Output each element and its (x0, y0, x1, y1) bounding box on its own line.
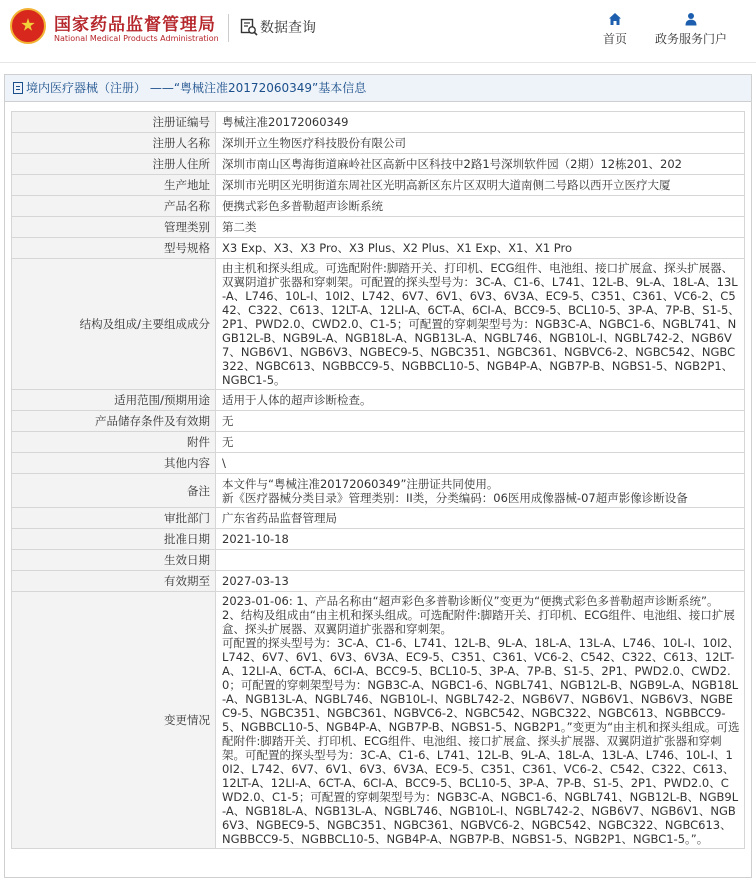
field-value: 便携式彩色多普勒超声诊断系统 (216, 196, 745, 217)
panel-title (5, 75, 751, 102)
nav-home-label: 首页 (603, 32, 628, 46)
field-value: 2023-01-06: 1、产品名称由“超声彩色多普勒诊断仪”变更为“便携式彩色多普勒超声诊断系统”。 2、结构及组成由“由主机和探头组成。可选配附件:脚踏开关、打印机、ECG组件、电池组、接口扩展盒、探头扩展器、双翼阴道扩张器和穿刺架。 可配置的探头型号为：3C-A、C1-6、L741、12L-B、9L-A、18L-A、13L-A、L746、10L-I、10I2、L742、6V7、6V1、6V3、6V3A、EC9-5、C351、C361、VC6-2、C542、C322、C613、12LT-A、12LI-A、6CT-A、6CI-A、BCC9-5、BCL10-5、3P-A、7P-B、S1-5、2P1、PWD2.0、CWD2.0；可配置的穿刺架型号为：NGB3C-A、NGBC1-6、NGBL741、NGB12L-B、NGB9L-A、NGB18L-A、NGB13L-A、NGBL746、NGB10L-I、NGBL742-2、NGB6V7、NGB6V1、NGB6V3、NGBEC9-5、NGBC351、NGBC361、NGBVC6-2、NGBC542、NGBC322、NGBC613、NGBBCC9-5、NGBBCL10-5、NGB4P-A、NGB7P-B、NGBS1-5、NGB2P1。”变更为“由主机和探头组成。可选配附件:脚踏开关、打印机、ECG组件、电池组、接口扩展盒、探头扩展器、双翼阴道扩张器和穿刺架。可配置的探头型号为：3C-A、C1-6、L741、12L-B、9L-A、18L-A、13L-A、L746、10L-I、10I2、L742、6V7、6V1、6V3、6V3A、EC9-5、C351、C361、VC6-2、C542、C322、C613、12LT-A、12LI-A、6CT-A、6CI-A、BCC9-5、BCL10-5、3P-A、7P-B、S1-5、2P1、PWD2.0、CWD2.0、C1-5；可配置的穿刺架型号为：NGB3C-A、NGBC1-6、NGBL741、NGB12L-B、NGB9L-A、NGB18L-A、NGB13L-A、NGBL746、NGB10L-I、NGBL742-2、NGB6V7、NGB6V1、NGB6V3、NGBEC9-5、NGBC351、NGBC361、NGBVC6-2、NGBC542、NGBC322、NGBC613、NGBBCC9-5、NGBBCL10-5、NGB4P-A、NGB7P-B、NGBS1-5、NGB2P1、NGBC1-5。”。 (216, 592, 745, 849)
nav-home[interactable] (603, 12, 627, 47)
field-value: 深圳市光明区光明街道东周社区光明高新区东片区双明大道南侧二号路以西开立医疗大厦 (216, 175, 745, 196)
field-value: 广东省药品监督管理局 (216, 508, 745, 529)
field-value (216, 550, 745, 571)
table-row (12, 432, 745, 453)
table-row (12, 592, 745, 849)
table-row (12, 133, 745, 154)
header-divider (228, 14, 229, 42)
field-label: 批准日期 (12, 529, 216, 550)
field-value: 深圳开立生物医疗科技股份有限公司 (216, 133, 745, 154)
field-value: 粤械注准20172060349 (216, 112, 745, 133)
nmpa-emblem-icon[interactable] (10, 8, 46, 44)
data-search-icon[interactable] (240, 18, 258, 36)
field-label: 变更情况 (12, 592, 216, 849)
field-label: 管理类别 (12, 217, 216, 238)
table-row (12, 411, 745, 432)
table-row (12, 175, 745, 196)
field-value: 第二类 (216, 217, 745, 238)
field-value: \ (216, 453, 745, 474)
field-label: 生产地址 (12, 175, 216, 196)
field-value: 由主机和探头组成。可选配附件:脚踏开关、打印机、ECG组件、电池组、接口扩展盒、探头扩展器、双翼阴道扩张器和穿刺架。可配置的探头型号为：3C-A、C1-6、L741、12L-B、9L-A、18L-A、13L-A、L746、10L-I、10I2、L742、6V7、6V1、6V3、6V3A、EC9-5、C351、C361、VC6-2、C542、C322、C613、12LT-A、12LI-A、6CT-A、6CI-A、BCC9-5、BCL10-5、3P-A、7P-B、S1-5、2P1、PWD2.0、CWD2.0、C1-5；可配置的穿刺架型号为：NGB3C-A、NGBC1-6、NGBL741、NGB12L-B、NGB9L-A、NGB18L-A、NGB13L-A、NGBL746、NGB10L-I、NGBL742-2、NGB6V7、NGB6V1、NGB6V3、NGBEC9-5、NGBC351、NGBC361、NGBVC6-2、NGBC542、NGBC322、NGBC613、NGBBCC9-5、NGBBCL10-5、NGB4P-A、NGB7P-B、NGBS1-5、NGB2P1、NGBC1-5。 (216, 259, 745, 390)
field-label: 适用范围/预期用途 (12, 390, 216, 411)
table-row (12, 112, 745, 133)
field-label: 注册人住所 (12, 154, 216, 175)
field-label: 结构及组成/主要组成成分 (12, 259, 216, 390)
header-rule (0, 62, 756, 63)
table-row (12, 571, 745, 592)
field-value: 本文件与“粤械注准20172060349”注册证共同使用。 新《医疗器械分类目录》管理类别：II类，分类编码：06医用成像器械-07超声影像诊断设备 (216, 474, 745, 508)
nav-service-portal-label: 政务服务门户 (655, 32, 728, 46)
field-label: 产品名称 (12, 196, 216, 217)
table-row (12, 238, 745, 259)
detail-panel (4, 74, 752, 878)
field-label: 注册人名称 (12, 133, 216, 154)
field-label: 备注 (12, 474, 216, 508)
user-icon (684, 12, 698, 26)
table-row (12, 196, 745, 217)
table-row (12, 529, 745, 550)
field-label: 产品储存条件及有效期 (12, 411, 216, 432)
brand-title-en[interactable]: National Medical Products Administration (54, 34, 219, 43)
nav-service-portal[interactable] (655, 12, 727, 47)
site-header (0, 0, 756, 62)
field-value: 无 (216, 432, 745, 453)
field-label: 其他内容 (12, 453, 216, 474)
brand-title-cn[interactable]: 国家药品监督管理局 (54, 15, 216, 35)
table-row (12, 259, 745, 390)
field-value: 2027-03-13 (216, 571, 745, 592)
table-row (12, 508, 745, 529)
table-row (12, 453, 745, 474)
data-query-link[interactable]: 数据查询 (260, 20, 316, 36)
field-label: 型号规格 (12, 238, 216, 259)
field-value: X3 Exp、X3、X3 Pro、X3 Plus、X2 Plus、X1 Exp、X1、X1 Pro (216, 238, 745, 259)
field-label: 审批部门 (12, 508, 216, 529)
field-value: 2021-10-18 (216, 529, 745, 550)
panel-title-text: 境内医疗器械（注册） ——“粤械注准20172060349”基本信息 (26, 81, 367, 95)
home-icon (608, 12, 622, 26)
table-row (12, 154, 745, 175)
field-label: 生效日期 (12, 550, 216, 571)
field-label: 注册证编号 (12, 112, 216, 133)
table-row (12, 390, 745, 411)
field-value: 无 (216, 411, 745, 432)
field-value: 适用于人体的超声诊断检查。 (216, 390, 745, 411)
table-row (12, 474, 745, 508)
field-label: 附件 (12, 432, 216, 453)
field-label: 有效期至 (12, 571, 216, 592)
detail-table (11, 111, 745, 849)
field-value: 深圳市南山区粤海街道麻岭社区高新中区科技中2路1号深圳软件园（2期）12栋201、202 (216, 154, 745, 175)
document-icon (13, 82, 23, 94)
table-row (12, 550, 745, 571)
table-row (12, 217, 745, 238)
